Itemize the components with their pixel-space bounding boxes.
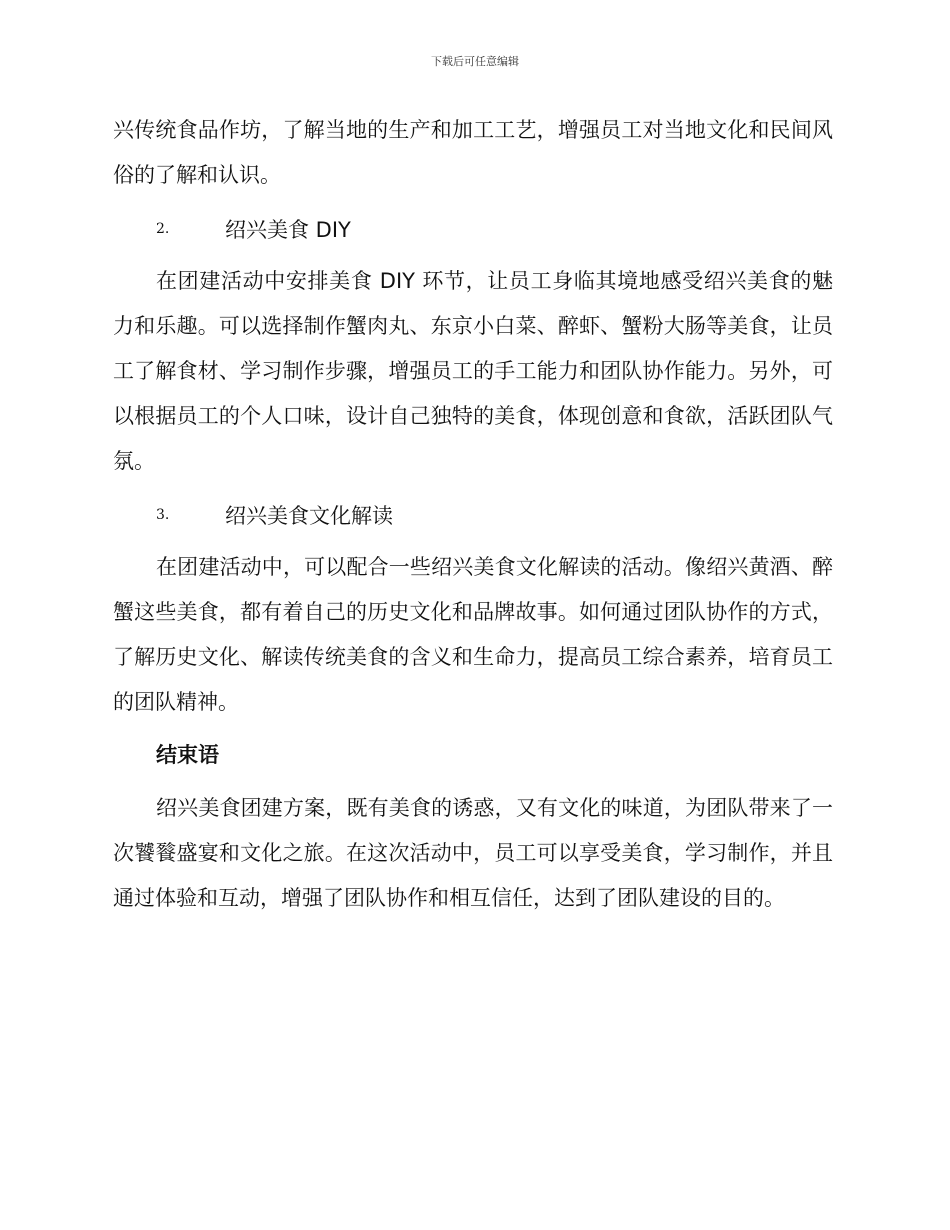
list-item-paragraph: 在团建活动中，可以配合一些绍兴美食文化解读的活动。像绍兴黄酒、醉蟹这些美食，都有着自己的历史文化和品牌故事。如何通过团队协作的方式，了解历史文化、解读传统美食的含义和生命力，提高员工综合素养，培育员工的团队精神。 <box>113 555 833 714</box>
intro-paragraph: 兴传统食品作坊，了解当地的生产和加工工艺，增强员工对当地文化和民间风俗的了解和认识。 <box>113 118 833 187</box>
list-number: 2. <box>156 220 170 237</box>
list-title: 绍兴美食文化解读 <box>225 503 393 528</box>
list-item-paragraph: 在团建活动中安排美食 DIY 环节，让员工身临其境地感受绍兴美食的魅力和乐趣。可以选择制作蟹肉丸、东京小白菜、醉虾、蟹粉大肠等美食，让员工了解食材、学习制作步骤，增强员工的手工能力和团队协作能力。另外，可以根据员工的个人口味，设计自己独特的美食，体现创意和食欲，活跃团队气氛。 <box>113 269 833 473</box>
list-number: 3. <box>156 506 170 523</box>
list-item-heading <box>113 206 833 251</box>
conclusion-heading: 结束语 <box>156 743 219 767</box>
page-header: 下载后可任意编辑 <box>431 55 519 68</box>
list-title: 绍兴美食 DIY <box>225 217 351 242</box>
conclusion-paragraph: 绍兴美食团建方案，既有美食的诱惑，又有文化的味道，为团队带来了一次饕餮盛宴和文化之旅。在这次活动中，员工可以享受美食，学习制作，并且通过体验和互动，增强了团队协作和相互信任，达到了团队建设的目的。 <box>113 796 833 910</box>
list-item-heading <box>113 492 833 537</box>
document-body <box>113 108 833 921</box>
